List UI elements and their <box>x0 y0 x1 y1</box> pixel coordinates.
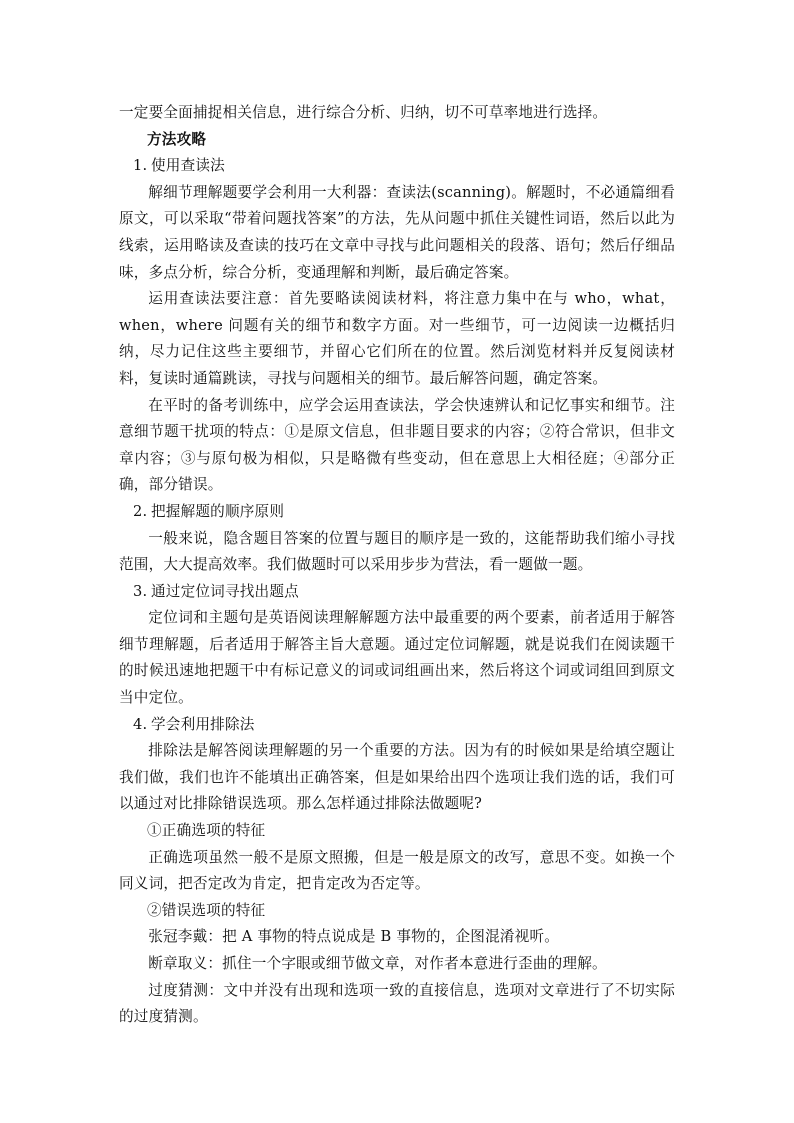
paragraph: 在平时的备考训练中，应学会运用查读法，学会快速辨认和记忆事实和细节。注意细节题干扰项的特点：①是原文信息，但非题目要求的内容；②符合常识，但非文章内容；③与原句极为相似，只是略微有些变动，但在意思上大相径庭；④部分正确，部分错误。 <box>119 396 675 494</box>
paragraph: 定位词和主题句是英语阅读理解解题方法中最重要的两个要素，前者适用于解答细节理解题，后者适用于解答主旨大意题。通过定位词解题，就是说我们在阅读题干的时候迅速地把题干中有标记意义的词或词组画出来，然后将这个词或词组回到原文当中定位。 <box>119 609 675 707</box>
item-number: 2. <box>133 502 148 520</box>
wrong-option-item: 张冠李戴：把 A 事物的特点说成是 B 事物的，企图混淆视听。 <box>148 928 560 946</box>
subheading-1 <box>119 153 675 180</box>
wrong-option-item: 过度猜测：文中并没有出现和选项一致的直接信息，选项对文章进行了不切实际的过度猜测。 <box>119 981 675 1026</box>
intro-paragraph: 一定要全面捕捉相关信息，进行综合分析、归纳，切不可草率地进行选择。 <box>119 104 608 121</box>
subheading-title: 把握解题的顺序原则 <box>151 502 285 520</box>
paragraph: 解细节理解题要学会利用一大利器：查读法(scanning)。解题时，不必通篇细看原文，可以采取“带着问题找答案”的方法，先从问题中抓住关键性词语，然后以此为线索，运用略读及查读的技巧在文章中寻找与此问题相关的段落、语句；然后仔细品味，多点分析，综合分析，变通理解和判断，最后确定答案。 <box>119 183 675 281</box>
subheading-title: 学会利用排除法 <box>151 715 255 733</box>
paragraph: 排除法是解答阅读理解题的另一个重要的方法。因为有的时候如果是给填空题让我们做，我们也许不能填出正确答案，但是如果给出四个选项让我们选的话，我们可以通过对比排除错误选项。那么怎样通过排除法做题呢? <box>119 742 675 813</box>
subheading-title: 通过定位词寻找出题点 <box>151 582 299 600</box>
document-page <box>119 100 675 1031</box>
paragraph: 正确选项虽然一般不是原文照搬，但是一般是原文的改写，意思不变。如换一个同义词，把否定改为肯定，把肯定改为否定等。 <box>119 848 675 893</box>
subheading-4 <box>119 712 675 739</box>
subheading-3 <box>119 579 675 606</box>
paragraph: 一般来说，隐含题目答案的位置与题目的顺序是一致的，这能帮助我们缩小寻找范围，大大提高效率。我们做题时可以采用步步为营法，看一题做一题。 <box>119 529 675 574</box>
item-number: 1. <box>133 157 148 175</box>
paragraph: 运用查读法要注意：首先要略读阅读材料，将注意力集中在与 who，what，when，where 问题有关的细节和数字方面。对一些细节，可一边阅读一边概括归纳，尽力记住这些主要细节，并留心它们所在的位置。然后浏览材料并反复阅读材料，复读时通篇跳读，寻找与问题相关的细节。最后解答问题，确定答案。 <box>119 290 675 387</box>
sub-heading-correct: ①正确选项的特征 <box>147 822 266 840</box>
item-number: 3. <box>133 582 148 600</box>
wrong-option-item: 断章取义：抓住一个字眼或细节做文章，对作者本意进行歪曲的理解。 <box>148 955 607 972</box>
item-number: 4. <box>133 715 148 733</box>
subheading-2 <box>119 499 675 526</box>
sub-heading-wrong: ②错误选项的特征 <box>147 901 266 919</box>
subheading-title: 使用查读法 <box>151 157 225 175</box>
section-heading: 方法攻略 <box>147 130 207 148</box>
